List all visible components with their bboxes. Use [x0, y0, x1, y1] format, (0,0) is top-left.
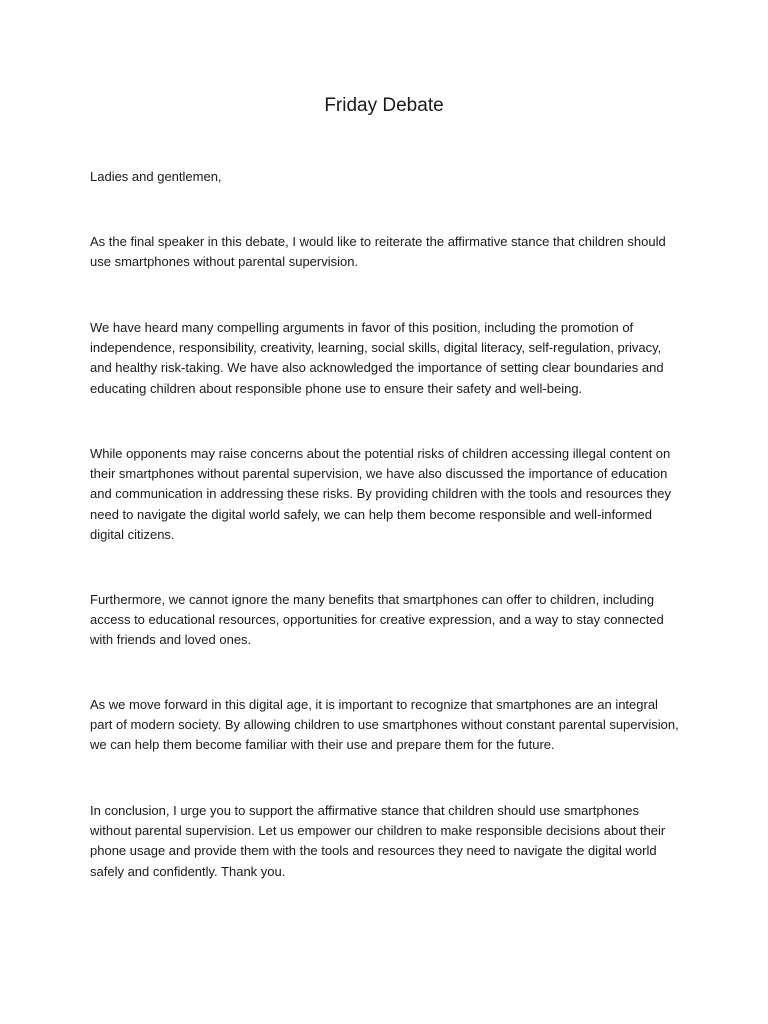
paragraph-benefits: Furthermore, we cannot ignore the many benefits that smartphones can offer to children, including access to educational resources, opportunities for creative expression, and a way to stay connected with friends and loved ones. — [90, 592, 664, 648]
paragraph-arguments-summary: We have heard many compelling arguments in favor of this position, including the promotion of independence, responsibility, creativity, learning, social skills, digital literacy, self-regulation, privacy, and healthy risk-taking. We have also acknowledged the importance of setting clear boundaries and educating children about responsible phone use to ensure their safety and well-being. — [90, 320, 664, 396]
paragraph-conclusion: In conclusion, I urge you to support the affirmative stance that children should use smartphones without parental supervision. Let us empower our children to make responsible decisions about their phone usage and provide them with the tools and resources they need to navigate the digital world safely and confidently. Thank you. — [90, 803, 666, 879]
paragraph-rebuttal: While opponents may raise concerns about the potential risks of children accessing illegal content on their smartphones without parental supervision, we have also discussed the importance of education and communication in addressing these risks. By providing children with the tools and resources they need to navigate the digital world safely, we can help them become responsible and well-informed digital citizens. — [90, 446, 671, 542]
paragraph-digital-age: As we move forward in this digital age, it is important to recognize that smartphones are an integral part of modern society. By allowing children to use smartphones without constant parental supervision, we can help them become familiar with their use and prepare them for the future. — [90, 697, 679, 753]
paragraph-greeting: Ladies and gentlemen, — [90, 169, 222, 184]
paragraph-opening-stance: As the final speaker in this debate, I would like to reiterate the affirmative stance that children should use smartphones without parental supervision. — [90, 234, 666, 270]
document-title: Friday Debate — [324, 95, 444, 116]
